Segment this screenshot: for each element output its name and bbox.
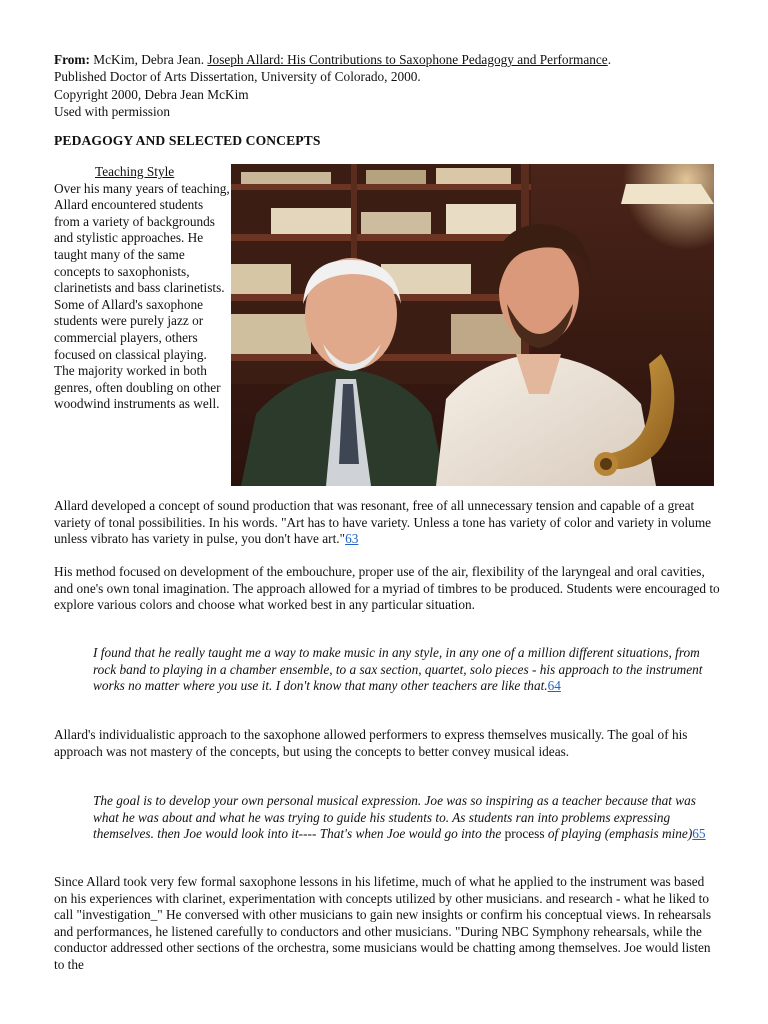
citation-authors: McKim, Debra Jean. [93, 52, 205, 67]
paragraph-text: Allard's individualistic approach to the saxophone allowed performers to express themselves musically. The goal of his approach was not mastery of the concepts, but using the concepts to better convey musical ideas. [54, 727, 688, 759]
quote-text: I found that he really taught me a way to make music in any style, in any one of a million different situations, from rock band to playing in a chamber ensemble, to a sax section, quartet, solo pieces - his approach to the instrument works no matter where you use it. I don't know that many other teachers are like that. [93, 645, 703, 694]
citation-block [54, 51, 734, 121]
citation-permission: Used with permission [54, 104, 170, 120]
quote-word-normal: process [504, 826, 545, 842]
photo-allard-and-student [231, 164, 714, 486]
paragraph-method [54, 564, 720, 614]
footnote-link-64[interactable]: 64 [547, 678, 561, 694]
citation-copyright: Copyright 2000, Debra Jean McKim [54, 86, 249, 102]
citation-published: Published Doctor of Arts Dissertation, University of Colorado, 2000. [54, 69, 421, 85]
footnote-link-65[interactable]: 65 [692, 826, 706, 842]
quote-text-end: of playing (emphasis mine) [544, 826, 693, 842]
paragraph-text: His method focused on development of the embouchure, proper use of the air, flexibility of the laryngeal and oral cavities, and one's own tonal imagination. The approach allowed for a myriad of timbres to be produced. Students were encouraged to explore various colors and choose what worked best in any particular situation. [54, 564, 720, 613]
paragraph-text: Since Allard took very few formal saxophone lessons in his lifetime, much of what he applied to the instrument was based on his experiences with clarinet, experimentation with concepts utilized by other musicians. and research - what he liked to call "investigation_" He conversed with other musicians to gain new insights or confirm his conceptual views. In rehearsals and performances, he listened carefully to conductors and other musicians. "During NBC Symphony rehearsals, while the conductor addressed other sections of the orchestra, some musicians would be chatting among themselves. Joe would listen to the [54, 874, 712, 972]
paragraph-investigation [54, 874, 720, 974]
dissertation-title: Joseph Allard: His Contributions to Saxophone Pedagogy and Performance [207, 52, 608, 67]
title-period: . [607, 52, 612, 67]
from-label: From: [54, 52, 90, 67]
paragraph-text: Allard developed a concept of sound production that was resonant, free of all unnecessary tension and capable of a great variety of tonal possibilities. In his words. "Art has to have variety. Unless a tone has variety of color and variety in volume unless vibrato has variety in pulse, you don't have art." [54, 498, 712, 547]
teaching-style-subheading: Teaching Style [95, 164, 175, 179]
teaching-style-text: Over his many years of teaching, Allard encountered students from a variety of backgrounds and stylistic approaches. He taught many of the same concepts to saxophonists, clarinetists and bass clarinetists. Some of Allard's saxophone students were purely jazz or commercial players, others focused on classical playing. The majority worked in both genres, often doubling on other woodwind instruments as well. [54, 180, 230, 412]
citation-line-1 [54, 51, 734, 68]
teaching-style-block [54, 164, 230, 413]
section-heading: PEDAGOGY AND SELECTED CONCEPTS [54, 133, 321, 148]
footnote-link-63[interactable]: 63 [345, 531, 359, 547]
blockquote-student-2 [93, 793, 713, 843]
paragraph-sound-production [54, 498, 720, 548]
blockquote-student-1 [93, 645, 713, 695]
quote-text: The goal is to develop your own personal musical expression. Joe was so inspiring as a teacher because that was what he was about and what he was trying to guide his students to. As students ran into problems expressing themselves. then Joe would look into it---- That's when Joe would go into the [93, 793, 696, 842]
paragraph-individualistic-approach [54, 727, 720, 760]
